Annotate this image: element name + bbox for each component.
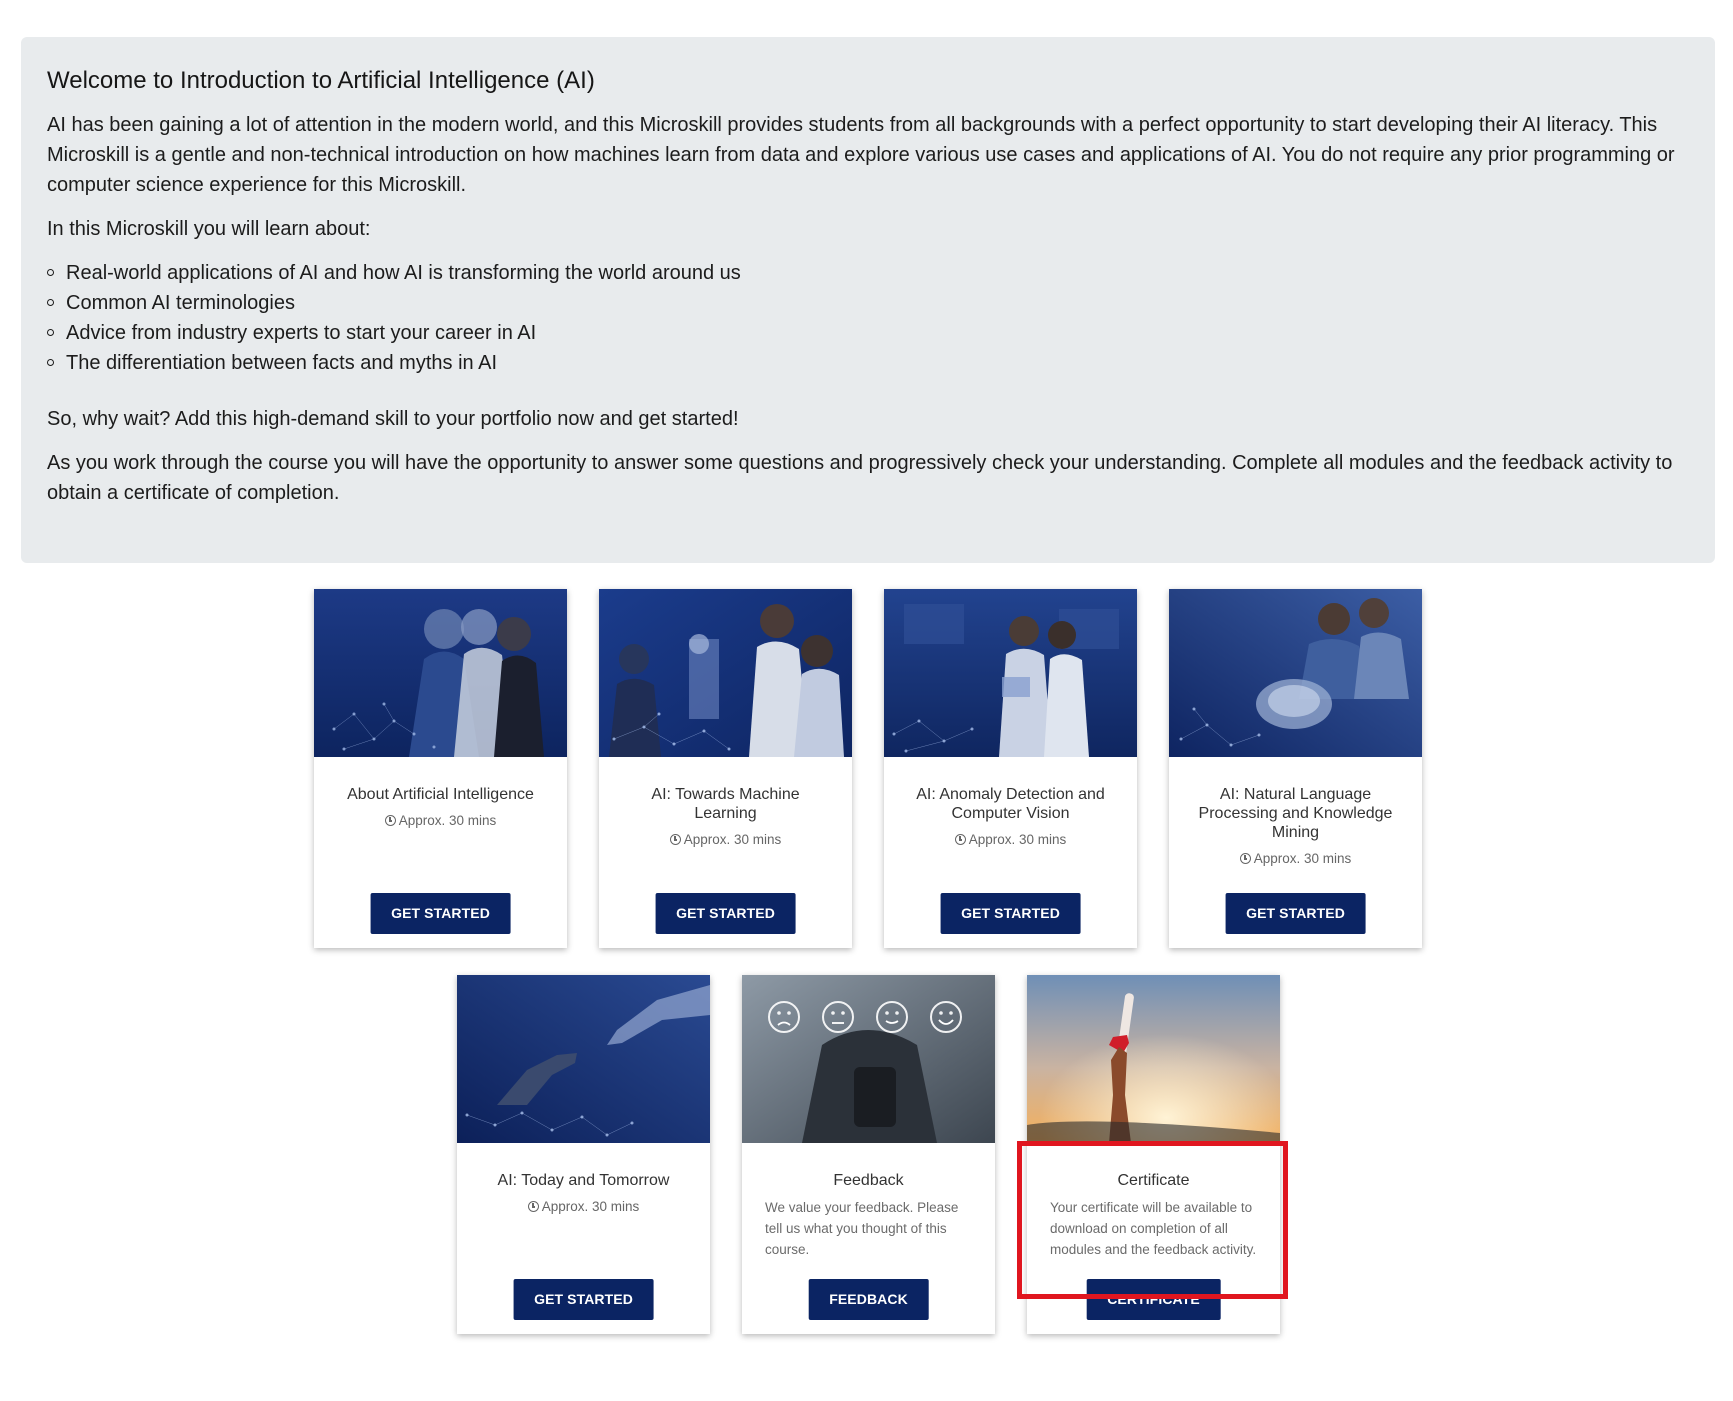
robot-arm-lab-image: [599, 589, 852, 757]
get-started-button[interactable]: GET STARTED: [940, 893, 1081, 934]
circle-bullet-icon: [47, 359, 54, 366]
duration-text: Approx. 30 mins: [968, 832, 1067, 847]
card-title-area: [904, 785, 1117, 849]
card-title-area: [477, 1171, 690, 1216]
list-item-text: The differentiation between facts and myths in AI: [66, 352, 497, 374]
people-lab-network-image: [314, 589, 567, 757]
card-title-area: [762, 1171, 975, 1260]
card-duration: [904, 831, 1117, 849]
module-card-today-tomorrow: [457, 975, 710, 1334]
engineers-device-image: [1169, 589, 1422, 757]
card-title: Feedback: [833, 1172, 904, 1189]
duration-text: Approx. 30 mins: [1253, 851, 1352, 866]
card-duration: [334, 812, 547, 830]
feedback-card: [742, 975, 995, 1334]
module-card-about-ai: [314, 589, 567, 948]
list-item-text: Advice from industry experts to start your career in AI: [66, 322, 537, 344]
completion-info-text: As you work through the course you will have the opportunity to answer some questions and progressively check your understanding. Complete all modules and the feedback activity to obtain a certificate of completion.: [47, 452, 1673, 504]
card-title: AI: Anomaly Detection and Computer Vision: [916, 786, 1105, 822]
card-duration: [477, 1198, 690, 1216]
card-title-area: [1189, 785, 1402, 868]
card-title: AI: Towards Machine Learning: [651, 786, 800, 822]
clock-icon: [670, 834, 681, 845]
clock-icon: [955, 834, 966, 845]
list-item-text: Real-world applications of AI and how AI is transforming the world around us: [66, 262, 741, 284]
learn-about-label: In this Microskill you will learn about:: [47, 218, 371, 240]
list-item: [66, 288, 1689, 318]
course-intro-panel: [21, 37, 1715, 563]
circle-bullet-icon: [47, 269, 54, 276]
certificate-card: [1027, 975, 1280, 1334]
get-started-button[interactable]: GET STARTED: [655, 893, 796, 934]
module-card-machine-learning: [599, 589, 852, 948]
duration-text: Approx. 30 mins: [541, 1199, 640, 1214]
circle-bullet-icon: [47, 329, 54, 336]
get-started-button[interactable]: GET STARTED: [513, 1279, 654, 1320]
feedback-button[interactable]: FEEDBACK: [808, 1279, 929, 1320]
clock-icon: [1240, 853, 1251, 864]
card-description: We value your feedback. Please tell us what you thought of this course.: [765, 1200, 959, 1257]
card-title-area: [1047, 1171, 1260, 1260]
tablet-lab-image: [884, 589, 1137, 757]
duration-text: Approx. 30 mins: [683, 832, 782, 847]
card-title-area: [334, 785, 547, 830]
clock-icon: [385, 815, 396, 826]
card-duration: [619, 831, 832, 849]
get-started-button[interactable]: GET STARTED: [1225, 893, 1366, 934]
card-title: AI: Natural Language Processing and Knowledge Mining: [1198, 786, 1393, 841]
card-title: Certificate: [1117, 1172, 1190, 1189]
list-item: [66, 258, 1689, 288]
card-description: Your certificate will be available to download on completion of all modules and the feedback activity.: [1050, 1200, 1257, 1257]
list-item-text: Common AI terminologies: [66, 292, 295, 314]
card-title: AI: Today and Tomorrow: [497, 1172, 670, 1189]
circle-bullet-icon: [47, 299, 54, 306]
course-title: Welcome to Introduction to Artificial Intelligence (AI): [47, 67, 595, 94]
card-title-area: [619, 785, 832, 849]
get-started-button[interactable]: GET STARTED: [370, 893, 511, 934]
card-title: About Artificial Intelligence: [347, 786, 534, 803]
human-robot-hand-image: [457, 975, 710, 1143]
module-card-anomaly-detection: [884, 589, 1137, 948]
list-item: [66, 318, 1689, 348]
certificate-button[interactable]: CERTIFICATE: [1086, 1279, 1221, 1320]
feedback-faces-phone-image: [742, 975, 995, 1143]
duration-text: Approx. 30 mins: [398, 813, 497, 828]
module-card-nlp: [1169, 589, 1422, 948]
learning-list: [47, 258, 1689, 378]
intro-paragraph: AI has been gaining a lot of attention in the modern world, and this Microskill provides students from all backgrounds with a perfect opportunity to start developing their AI literacy. This Microskill is a gentle and non-technical introduction on how machines learn from data and explore various use cases and applications of AI. You do not require any prior programming or computer science experience for this Microskill.: [47, 114, 1675, 196]
card-duration: [1189, 850, 1402, 868]
clock-icon: [528, 1201, 539, 1212]
list-item: [66, 348, 1689, 378]
call-to-action-text: So, why wait? Add this high-demand skill to your portfolio now and get started!: [47, 408, 739, 430]
graduation-scroll-sunset-image: [1027, 975, 1280, 1143]
